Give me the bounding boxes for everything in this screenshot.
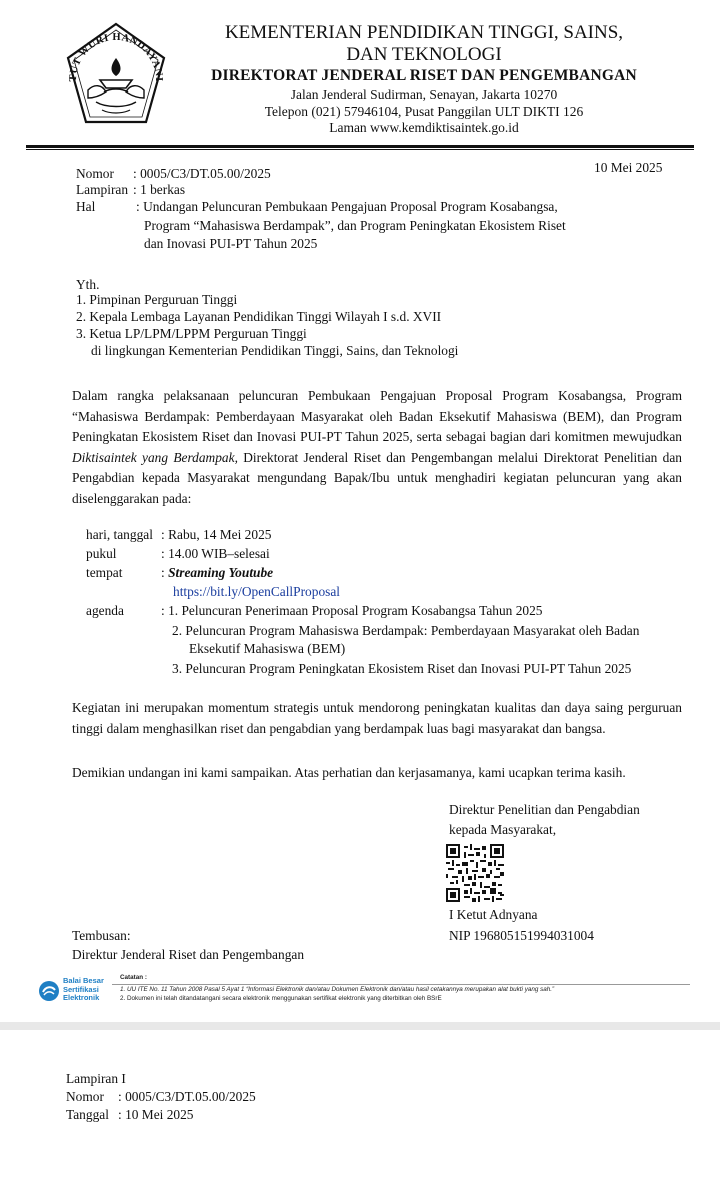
signatory-title-line-2: kepada Masyarakat, xyxy=(449,822,557,837)
event-place-label: tempat xyxy=(86,565,123,580)
letter-page-2 xyxy=(0,1030,720,1191)
attachment-tanggal-value: : 10 Mei 2025 xyxy=(118,1107,194,1122)
footer-catatan-label: Catatan : xyxy=(120,974,147,981)
event-agenda-label: agenda xyxy=(86,603,124,618)
letter-date: 10 Mei 2025 xyxy=(594,160,663,175)
addressee-item: 1. Pimpinan Perguruan Tinggi xyxy=(76,292,238,307)
body-paragraph-1-end: Direktorat Jenderal Riset dan Pengembangan melalui Direktorat Penelitian dan Pengabdian kepada Masyarakat mengundang Bapak/Ibu untuk menghadiri kegiatan peluncuran yang akan diselenggarakan pada: xyxy=(72,449,682,506)
event-day-label: hari, tanggal xyxy=(86,527,153,542)
bsre-line-2: Sertifikasi xyxy=(63,984,99,994)
addressee-item: 2. Kepala Lembaga Layanan Pendidikan Tinggi Wilayah I s.d. XVII xyxy=(76,309,442,324)
letterhead-address: Jalan Jenderal Sudirman, Senayan, Jakarta 10270 xyxy=(290,87,558,102)
ministry-name-line-1: KEMENTERIAN PENDIDIKAN TINGGI, SAINS, xyxy=(224,22,624,43)
agenda-item-2-continued: Eksekutif Mahasiswa (BEM) xyxy=(189,641,346,656)
letterhead-phone: Telepon (021) 57946104, Pusat Panggilan ULT DIKTI 126 xyxy=(264,104,584,119)
signatory-name: I Ketut Adnyana xyxy=(449,907,538,922)
footer-notes xyxy=(120,974,690,1003)
event-place-text: Streaming Youtube xyxy=(168,565,274,580)
event-day-value: : Rabu, 14 Mei 2025 xyxy=(161,527,272,542)
page-separator xyxy=(0,1022,720,1030)
hal-line-2: Program “Mahasiswa Berdampak”, dan Program Peningkatan Ekosistem Riset xyxy=(144,218,566,233)
bsre-line-3: Elektronik xyxy=(63,993,100,1003)
hal-line-1: : Undangan Peluncuran Pembukaan Pengajuan Proposal Program Kosabangsa, xyxy=(136,199,558,214)
body-paragraph-1 xyxy=(72,386,682,510)
attachment-nomor-value: : 0005/C3/DT.05.00/2025 xyxy=(118,1089,256,1104)
attachment-nomor-label: Nomor xyxy=(66,1089,104,1104)
agenda-item-3: 3. Peluncuran Program Peningkatan Ekosistem Riset dan Inovasi PUI-PT Tahun 2025 xyxy=(172,661,632,676)
hal-line-3: dan Inovasi PUI-PT Tahun 2025 xyxy=(144,236,318,251)
cc-label: Tembusan: xyxy=(72,928,131,943)
body-paragraph-1-emphasis: Diktisaintek yang Berdampak, xyxy=(72,449,238,465)
letterhead-rule-thick xyxy=(26,145,694,148)
bsre-line-1: Balai Besar xyxy=(63,976,104,985)
bsre-logo xyxy=(36,974,112,1008)
addressee-context: di lingkungan Kementerian Pendidikan Tinggi, Sains, dan Teknologi xyxy=(91,343,459,358)
footer-rule xyxy=(112,984,690,985)
hal-label: Hal xyxy=(76,199,96,214)
attachment-title: Lampiran I xyxy=(66,1071,126,1086)
ministry-name-line-2: DAN TEKNOLOGI xyxy=(346,44,502,65)
nomor-value: : 0005/C3/DT.05.00/2025 xyxy=(133,166,271,181)
event-time-label: pukul xyxy=(86,546,117,561)
salutation: Yth. xyxy=(76,277,100,292)
nomor-label: Nomor xyxy=(76,166,114,181)
event-place-colon: : xyxy=(161,565,169,580)
cc-recipient: Direktur Jenderal Riset dan Pengembangan xyxy=(72,947,305,962)
letterhead-rule-thin xyxy=(26,149,694,150)
addressee-item: 3. Ketua LP/LPM/LPPM Perguruan Tinggi xyxy=(76,326,307,341)
bsre-emblem-icon xyxy=(38,980,60,1002)
signatory-title-line-1: Direktur Penelitian dan Pengabdian xyxy=(449,802,640,817)
attachment-tanggal-label: Tanggal xyxy=(66,1107,109,1122)
svg-text:TUT WURI HANDAYANI: TUT WURI HANDAYANI xyxy=(67,31,165,82)
footer-note-2: 2. Dokumen ini telah ditandatangani secara elektronik menggunakan sertifikat elektronik yang diterbitkan oleh BSrE xyxy=(120,994,442,1002)
agenda-item-2: 2. Peluncuran Program Mahasiswa Berdampak: Pemberdayaan Masyarakat oleh Badan xyxy=(172,623,640,638)
lampiran-value: : 1 berkas xyxy=(133,182,186,197)
letterhead-website: Laman www.kemdiktisaintek.go.id xyxy=(329,120,519,135)
footer-note-1: 1. UU ITE No. 11 Tahun 2008 Pasal 5 Ayat 1 “Informasi Elektronik dan/atau Dokumen Elektronik dan/atau hasil cetakannya merupakan alat bukti yang sah.” xyxy=(120,985,555,993)
event-place-value xyxy=(161,564,273,582)
lampiran-label: Lampiran xyxy=(76,182,129,197)
qr-code-icon xyxy=(446,844,504,902)
body-paragraph-3: Demikian undangan ini kami sampaikan. Atas perhatian dan kerjasamanya, kami ucapkan terima kasih. xyxy=(72,765,626,780)
agenda-item-1: : 1. Peluncuran Penerimaan Proposal Program Kosabangsa Tahun 2025 xyxy=(161,603,543,618)
event-stream-link[interactable]: https://bit.ly/OpenCallProposal xyxy=(173,584,341,599)
event-time-value: : 14.00 WIB–selesai xyxy=(161,546,270,561)
tut-wuri-handayani-logo-icon xyxy=(60,18,172,130)
body-paragraph-2: Kegiatan ini merupakan momentum strategis untuk mendorong peningkatan kualitas dan daya saing perguruan tinggi dalam menghasilkan riset dan pengabdian yang berdampak luas bagi masyarakat dan bangsa. xyxy=(72,700,682,736)
directorate-name: DIREKTORAT JENDERAL RISET DAN PENGEMBANGAN xyxy=(211,67,637,84)
body-paragraph-1-start: Dalam rangka pelaksanaan peluncuran Pembukaan Pengajuan Proposal Program Kosabangsa, Program “Mahasiswa Berdampak: Pemberdayaan Masyarakat oleh Badan Eksekutif Mahasiswa (BEM), dan Program Peningkatan Ekosistem Riset dan Inovasi PUI-PT Tahun 2025, serta sebagai bagian dari komitmen mewujudkan xyxy=(72,388,682,445)
signatory-nip: NIP 196805151994031004 xyxy=(449,928,594,943)
